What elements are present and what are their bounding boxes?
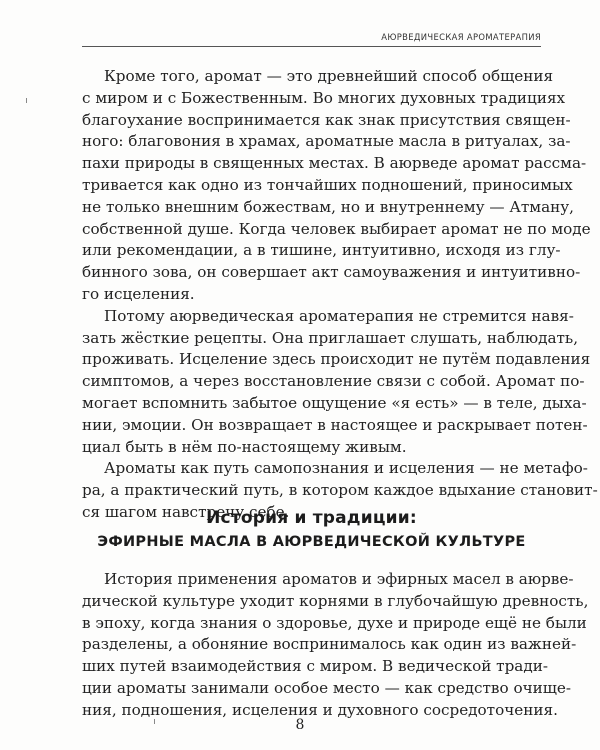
running-head: АЮРВЕДИЧЕСКАЯ АРОМАТЕРАПИЯ xyxy=(381,32,541,42)
text-line: ших путей взаимодействия с миром. В ведической тради- xyxy=(82,657,548,676)
text-line: разделены, а обоняние воспринималось как один из важней- xyxy=(82,635,577,654)
text-line: благоухание воспринимается как знак присутствия священ- xyxy=(82,110,571,129)
text-line: бинного зова, он совершает акт самоуважения и интуитивно- xyxy=(82,263,581,282)
header-rule xyxy=(82,46,541,47)
text-line: Ароматы как путь самопознания и исцеления — не метафо- xyxy=(104,459,588,478)
text-line: История применения ароматов и эфирных масел в аюрве- xyxy=(104,570,574,588)
text-line: ся шагом навстречу себе. xyxy=(82,502,290,521)
text-line: циал быть в нём по-настоящему живым. xyxy=(82,437,407,456)
text-line: не только внешним божествам, но и внутреннему — Атману, xyxy=(82,197,575,216)
section-heading xyxy=(82,506,541,554)
text-line: ции ароматы занимали особое место — как средство очище- xyxy=(82,678,571,697)
scan-mark xyxy=(26,98,27,103)
text-line: Потому аюрведическая ароматерапия не стремится навя- xyxy=(104,306,574,325)
page-number: 8 xyxy=(295,717,305,733)
text-line: с миром и с Божественным. Во многих духовных традициях xyxy=(82,88,566,107)
text-line: го исцеления. xyxy=(82,284,195,303)
section-paragraph xyxy=(82,569,589,722)
text-line: нии, эмоции. Он возвращает в настоящее и раскрывает потен- xyxy=(82,415,588,434)
text-line: могает вспомнить забытое ощущение «я есть» — в теле, дыха- xyxy=(82,393,587,412)
text-line: зать жёсткие рецепты. Она приглашает слушать, наблюдать, xyxy=(82,328,579,347)
text-line: ного: благовония в храмах, ароматные масла в ритуалах, за- xyxy=(82,132,571,151)
text-line: Кроме того, аромат — это древнейший способ общения xyxy=(104,67,554,85)
paragraph-1 xyxy=(82,66,591,306)
text-line: собственной душе. Когда человек выбирает аромат не по моде xyxy=(82,219,591,238)
text-line: в эпоху, когда знания о здоровье, духе и природе ещё не были xyxy=(82,613,587,632)
text-line: симптомов, а через восстановление связи с собой. Аромат по- xyxy=(82,372,585,391)
text-line: проживать. Исцеление здесь происходит не путём подавления xyxy=(82,350,591,369)
section-heading-line-1: История и традиции: xyxy=(206,508,417,528)
text-line: или рекомендации, а в тишине, интуитивно, исходя из глу- xyxy=(82,241,561,260)
section-body-text xyxy=(82,569,589,722)
section-heading-line-2: ЭФИРНЫЕ МАСЛА В АЮРВЕДИЧЕСКОЙ КУЛЬТУРЕ xyxy=(97,534,526,550)
paragraph-2 xyxy=(82,306,591,459)
text-line: ния, подношения, исцеления и духовного сосредоточения. xyxy=(82,700,558,719)
text-line: дической культуре уходит корнями в глубочайшую древность, xyxy=(82,591,589,610)
text-line: ра, а практический путь, в котором каждое вдыхание становит- xyxy=(82,481,598,500)
text-line: пахи природы в священных местах. В аюрведе аромат рассма- xyxy=(82,154,587,173)
body-text xyxy=(82,66,598,524)
text-line: тривается как одно из тончайших подношений, приносимых xyxy=(82,175,573,194)
